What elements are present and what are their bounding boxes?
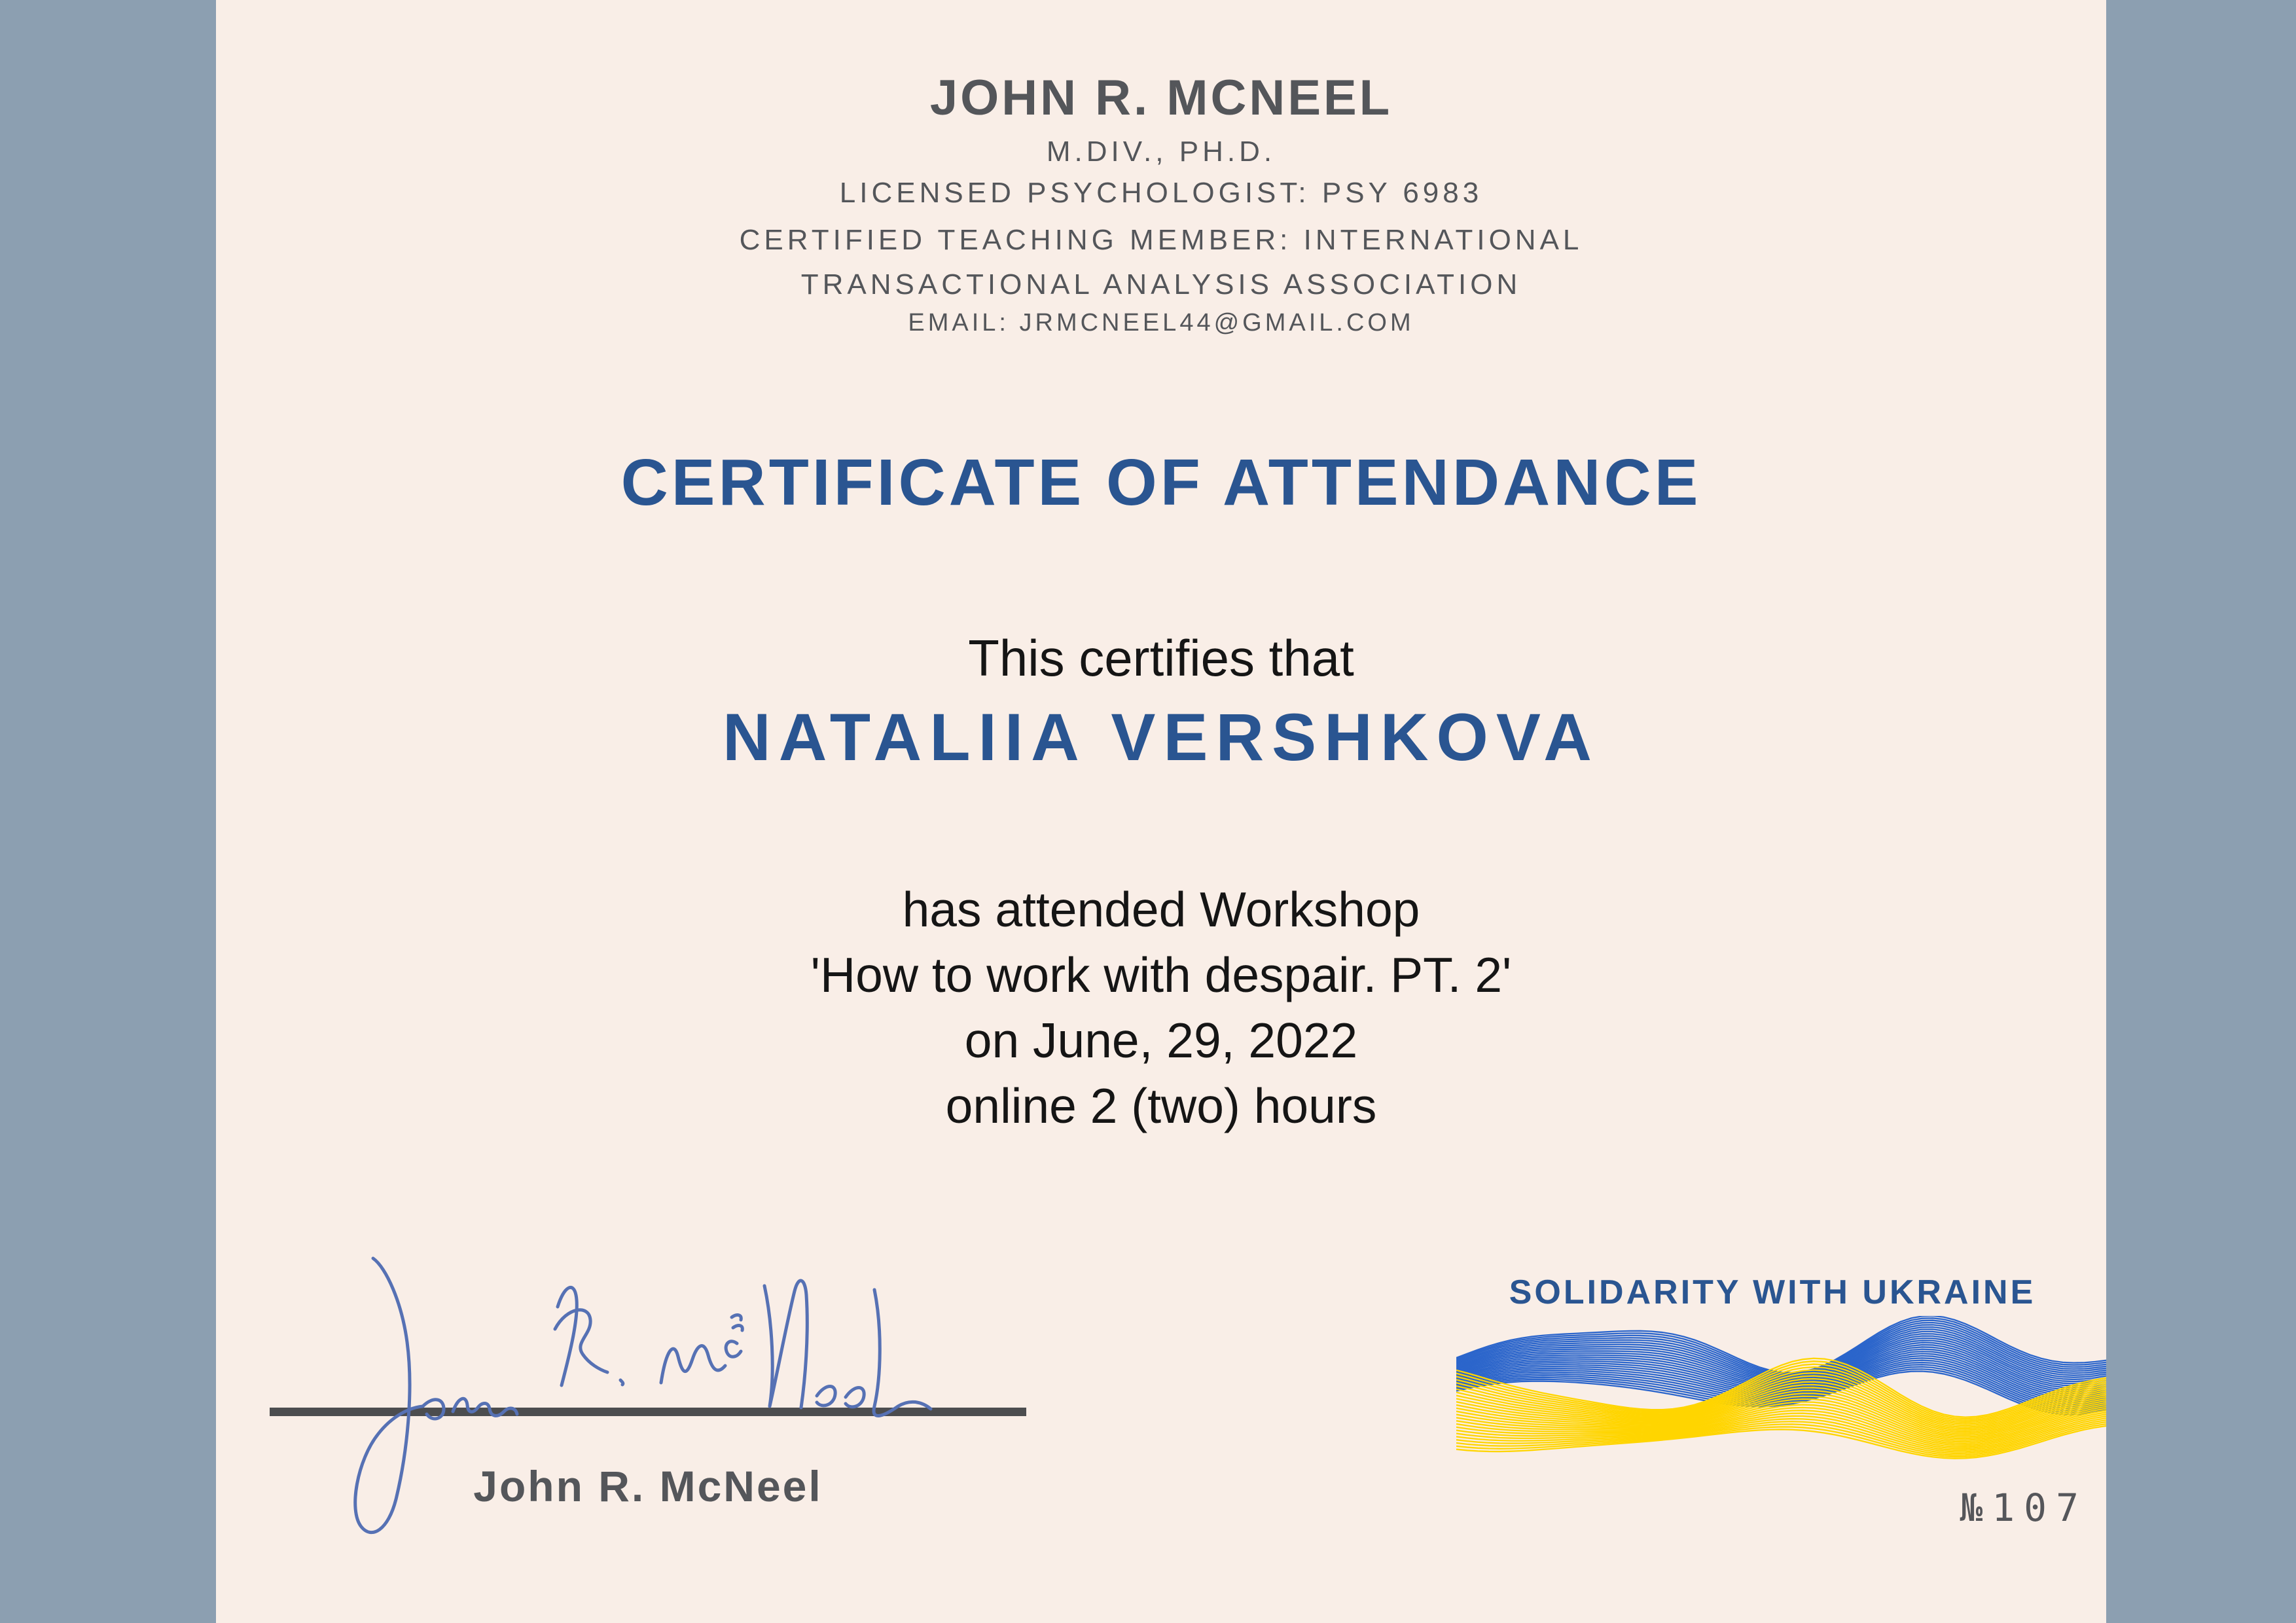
detail-line-duration: online 2 (two) hours [945,1078,1377,1133]
certifies-text: This certifies that [968,629,1354,687]
issuer-degrees: M.DIV., PH.D. [1046,136,1276,168]
issuer-email: EMAIL: JRMCNEEL44@GMAIL.COM [908,309,1414,337]
ukraine-flag-wave-svg [1456,1316,2106,1468]
issuer-license: LICENSED PSYCHOLOGIST: PSY 6983 [839,177,1483,209]
workshop-details [216,877,2106,1139]
issuer-membership-line1: CERTIFIED TEACHING MEMBER: INTERNATIONAL [739,224,1583,256]
solidarity-label: SOLIDARITY WITH UKRAINE [1509,1273,2036,1311]
recipient-name: NATALIIA VERSHKOVA [723,700,1600,775]
detail-line-date: on June, 29, 2022 [964,1013,1358,1068]
certificate-number: №107 [1960,1486,2088,1530]
issuer-membership-line2: TRANSACTIONAL ANALYSIS ASSOCIATION [800,268,1522,301]
ukraine-flag-wave-icon [1456,1316,2106,1468]
detail-line-attended: has attended Workshop [902,882,1420,937]
signer-name: John R. McNeel [473,1462,823,1510]
certificate-title: CERTIFICATE OF ATTENDANCE [620,446,1702,519]
signature-handwriting [262,1244,1080,1552]
detail-line-workshop-title: 'How to work with despair. PT. 2' [810,947,1512,1002]
issuer-name: JOHN R. MCNEEL [929,70,1393,126]
certificate [216,0,2106,1623]
